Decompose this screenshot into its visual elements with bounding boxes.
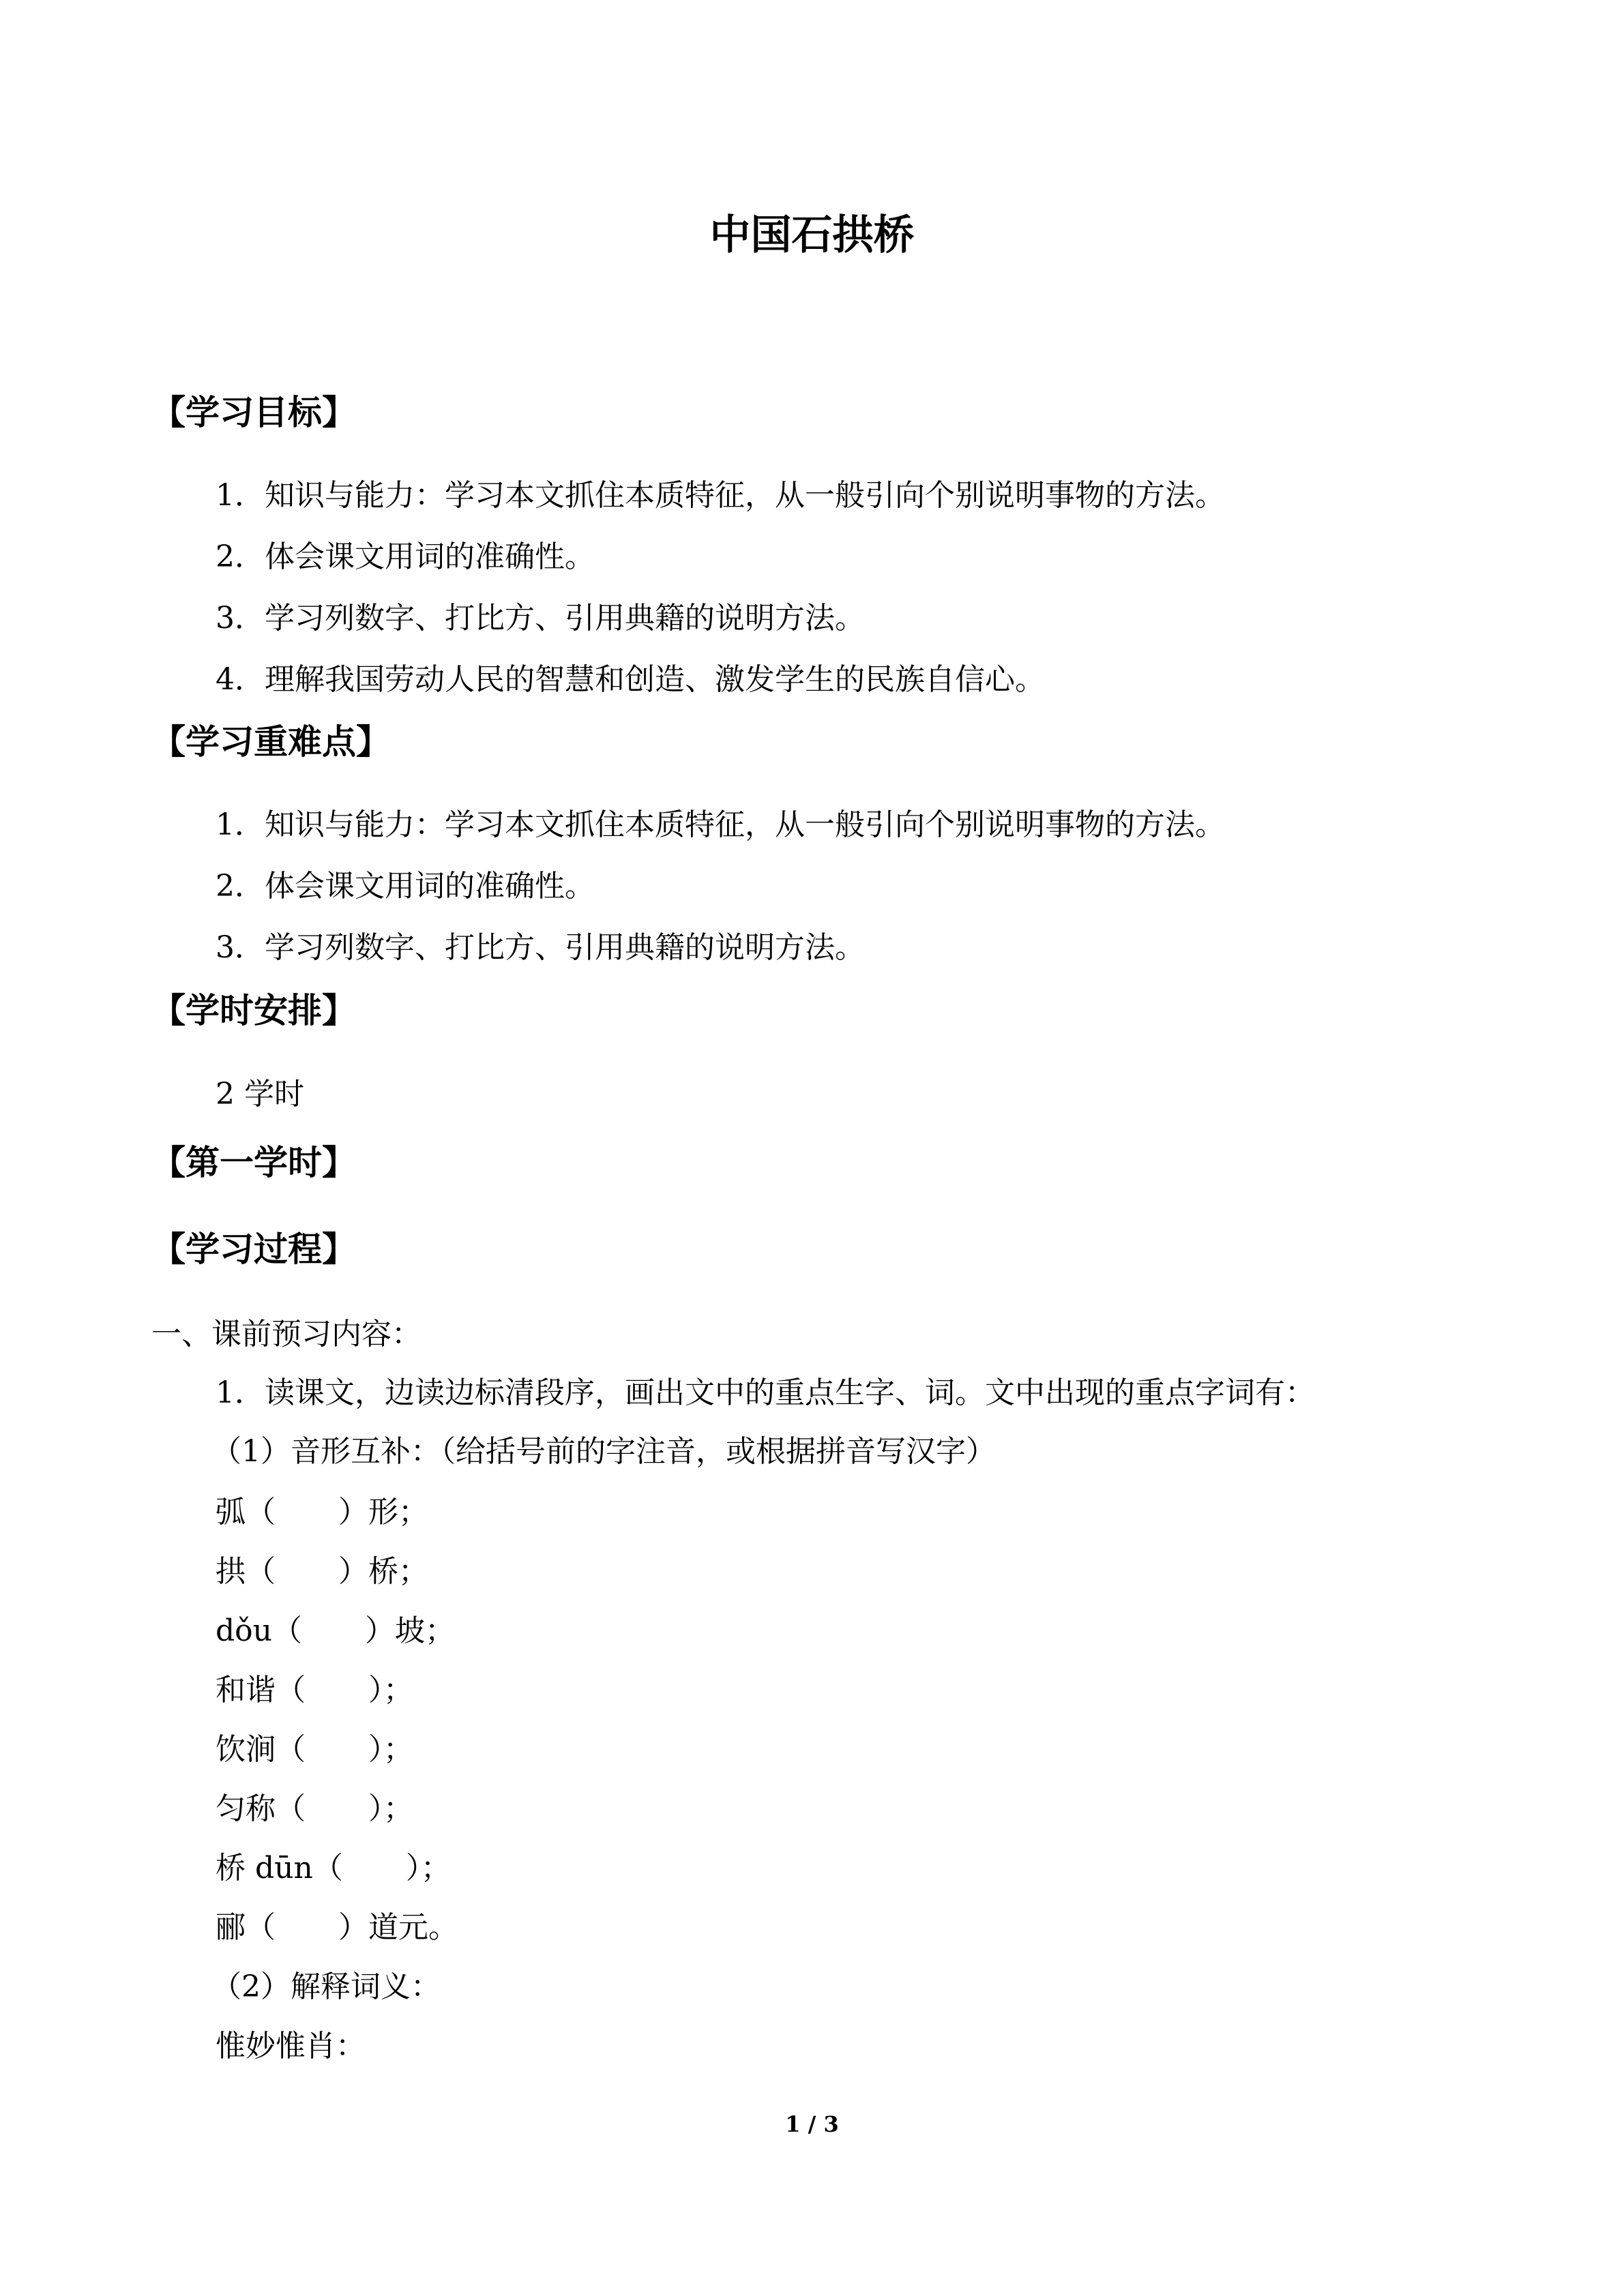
blank-item: 匀称（ ）； bbox=[216, 1791, 413, 1826]
goal-item: 3．学习列数字、打比方、引用典籍的说明方法。 bbox=[216, 601, 865, 636]
section-heading-key-points: 【学习重难点】 bbox=[151, 722, 390, 762]
key-point-item: 2．体会课文用词的准确性。 bbox=[216, 869, 595, 904]
goal-item: 2．体会课文用词的准确性。 bbox=[216, 539, 595, 574]
blank-item: 拱（ ）桥； bbox=[216, 1554, 428, 1589]
page-indicator: 1 / 3 bbox=[785, 2111, 839, 2137]
goal-item: 4．理解我国劳动人民的智慧和创造、激发学生的民族自信心。 bbox=[216, 662, 1045, 697]
blank-item: 饮涧（ ）； bbox=[216, 1732, 413, 1767]
blank-item: 郦（ ）道元。 bbox=[216, 1910, 458, 1945]
section-heading-process: 【学习过程】 bbox=[151, 1229, 356, 1269]
section-heading-first-period: 【第一学时】 bbox=[151, 1143, 356, 1182]
key-point-item: 1．知识与能力：学习本文抓住本质特征，从一般引向个别说明事物的方法。 bbox=[216, 807, 1225, 842]
section-heading-goals: 【学习目标】 bbox=[151, 393, 356, 432]
part-title: 一、课前预习内容： bbox=[151, 1317, 422, 1352]
blank-item: 桥 dūn（ ）； bbox=[216, 1851, 451, 1885]
vocab-item: 惟妙惟肖： bbox=[216, 2029, 366, 2063]
blank-item: 和谐（ ）； bbox=[216, 1673, 413, 1708]
goal-item: 1．知识与能力：学习本文抓住本质特征，从一般引向个别说明事物的方法。 bbox=[216, 478, 1225, 513]
task-text: 1．读课文，边读边标清段序，画出文中的重点生字、词。文中出现的重点字词有： bbox=[216, 1375, 1315, 1410]
subtask-heading: （2）解释词义： bbox=[211, 1969, 441, 2004]
document-title: 中国石拱桥 bbox=[709, 211, 915, 259]
key-point-item: 3．学习列数字、打比方、引用典籍的说明方法。 bbox=[216, 930, 865, 965]
blank-item: dǒu（ ）坡； bbox=[216, 1613, 455, 1648]
subtask-heading: （1）音形互补：（给括号前的字注音，或根据拼音写汉字） bbox=[211, 1434, 996, 1469]
section-heading-schedule: 【学时安排】 bbox=[151, 991, 356, 1030]
schedule-text: 2 学时 bbox=[216, 1077, 304, 1112]
blank-item: 弧（ ）形； bbox=[216, 1495, 428, 1530]
